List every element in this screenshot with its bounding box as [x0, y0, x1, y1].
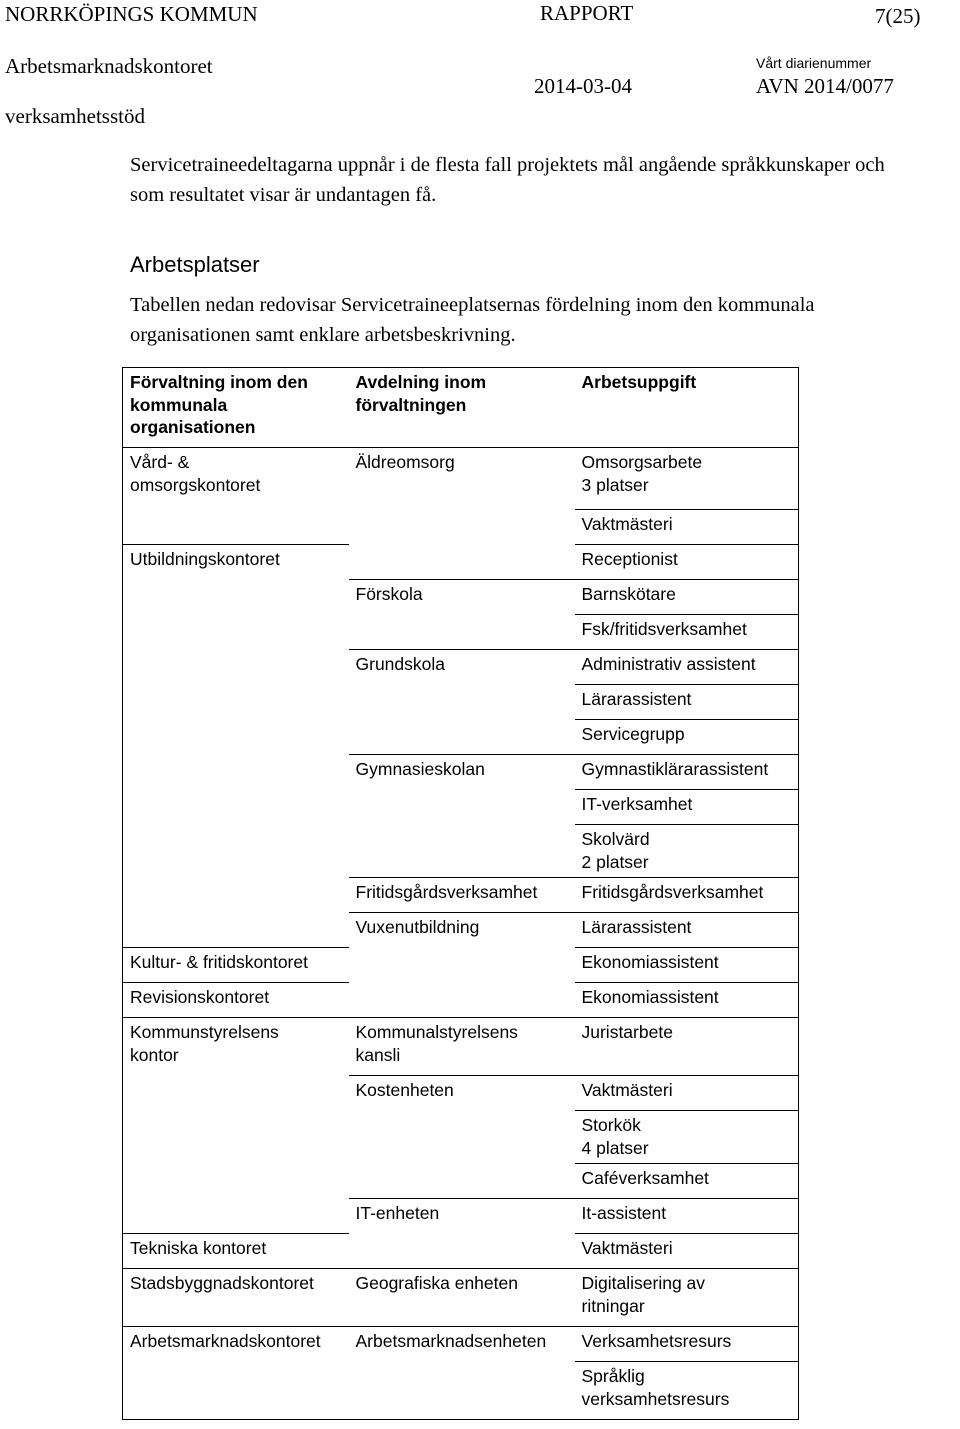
- table-cell: [349, 1234, 575, 1269]
- table-row: [123, 615, 799, 650]
- table-cell: Gymnastiklärarassistent: [575, 755, 799, 790]
- table-cell: Verksamhetsresurs: [575, 1327, 799, 1362]
- table-cell: Kommunalstyrelsens kansli: [349, 1018, 575, 1076]
- report-date: 2014-03-04: [534, 74, 632, 98]
- table-cell: Vuxenutbildning: [355, 917, 480, 938]
- table-cell: Ekonomiassistent: [575, 948, 799, 983]
- table-cell: [123, 1199, 349, 1234]
- table-cell: Caféverksamhet: [575, 1164, 799, 1199]
- department: Arbetsmarknadskontoret: [5, 54, 213, 78]
- table-header-cell: Förvaltning inom den kommunala organisationen: [123, 368, 349, 448]
- table-cell: Arbetsmarknadsenheten: [355, 1331, 547, 1352]
- table-cell: Kultur- & fritidskontoret: [123, 948, 349, 983]
- table-row: [123, 510, 799, 545]
- table-cell: Skolvärd 2 platser: [575, 825, 799, 878]
- table-cell: [123, 1164, 349, 1199]
- table-cell: Fsk/fritidsverksamhet: [575, 615, 799, 650]
- table-row: [123, 948, 799, 983]
- table-cell: Fritidsgårdsverksamhet: [575, 878, 799, 913]
- table-cell: [349, 825, 575, 878]
- page-number: 7(25): [875, 4, 921, 28]
- table-cell: Storkök 4 platser: [575, 1111, 799, 1164]
- table-cell: [123, 825, 349, 878]
- table-header-cell: Arbetsuppgift: [575, 368, 799, 448]
- table-cell: Gymnasieskolan: [355, 759, 485, 779]
- table-cell: Juristarbete: [575, 1018, 799, 1076]
- table-row: [123, 580, 799, 615]
- table-cell: Receptionist: [575, 545, 799, 580]
- table-cell: IT-enheten: [355, 1203, 440, 1224]
- table-row: [123, 720, 799, 755]
- table-cell: [349, 615, 575, 650]
- table-cell: Stadsbyggnadskontoret: [123, 1269, 349, 1327]
- table-row: [123, 1199, 799, 1234]
- table-cell: [123, 685, 349, 720]
- table-cell: Barnskötare: [575, 580, 799, 615]
- table-row: [123, 1018, 799, 1076]
- workplace-table: [122, 367, 799, 1420]
- table-cell: [349, 720, 575, 755]
- table-cell: Revisionskontoret: [123, 983, 349, 1018]
- table-row: [123, 755, 799, 790]
- table-row: [123, 1362, 799, 1420]
- table-cell: Servicegrupp: [575, 720, 799, 755]
- diarie-label: Vårt diarienummer: [756, 55, 872, 71]
- table-row: [123, 1234, 799, 1269]
- table-row: [123, 983, 799, 1018]
- doc-type: RAPPORT: [540, 1, 634, 25]
- workplace-table-body: [123, 368, 799, 1420]
- table-cell: [349, 1362, 575, 1420]
- table-row: [123, 878, 799, 913]
- table-cell: Förskola: [355, 584, 423, 604]
- table-row: [123, 825, 799, 878]
- diarie-number: AVN 2014/0077: [756, 74, 894, 98]
- table-cell: Tekniska kontoret: [123, 1234, 349, 1269]
- table-cell: [123, 1111, 349, 1164]
- section-text: Tabellen nedan redovisar Servicetraineeplatsernas fördelning inom den kommunala organisationen samt enklare arbetsbeskrivning.: [130, 294, 815, 346]
- table-cell: Geografiska enheten: [349, 1269, 575, 1327]
- table-header-row: [123, 368, 799, 448]
- table-cell: [349, 545, 575, 580]
- table-row: [123, 913, 799, 948]
- table-cell: Lärarassistent: [575, 685, 799, 720]
- table-cell: [123, 580, 349, 615]
- table-cell: [349, 510, 575, 545]
- table-cell: Vaktmästeri: [575, 510, 799, 545]
- intro-paragraph: Servicetraineedeltagarna uppnår i de flesta fall projektets mål angående språkkunskaper och som resultatet visar är undantagen få.: [130, 154, 885, 206]
- table-cell: [123, 755, 349, 790]
- table-cell: Språklig verksamhetsresurs: [575, 1362, 799, 1420]
- table-cell: [349, 790, 575, 825]
- table-cell: Ekonomiassistent: [575, 983, 799, 1018]
- table-cell: Fritidsgårdsverksamhet: [349, 878, 575, 913]
- table-cell: [123, 790, 349, 825]
- table-row: [123, 790, 799, 825]
- table-cell: [349, 948, 575, 983]
- table-row: [123, 1111, 799, 1164]
- table-cell: Utbildningskontoret: [123, 545, 349, 580]
- table-cell: Äldreomsorg: [355, 452, 455, 472]
- table-cell: Grundskola: [355, 654, 445, 674]
- table-cell: Lärarassistent: [575, 913, 799, 948]
- table-cell: Digitalisering av ritningar: [575, 1269, 799, 1327]
- table-cell: Arbetsmarknadskontoret: [123, 1327, 349, 1362]
- table-cell: [349, 983, 575, 1018]
- table-cell: Vaktmästeri: [575, 1234, 799, 1269]
- table-row: [123, 1076, 799, 1111]
- table-cell: Kostenheten: [355, 1080, 454, 1101]
- table-row: [123, 1164, 799, 1199]
- section-heading: Arbetsplatser: [130, 252, 260, 277]
- table-cell: Omsorgsarbete 3 platser: [575, 448, 799, 510]
- table-cell: Vård- & omsorgskontoret: [123, 448, 349, 510]
- org-name: NORRKÖPINGS KOMMUN: [5, 2, 258, 26]
- table-cell: Vaktmästeri: [575, 1076, 799, 1111]
- table-cell: [349, 1111, 575, 1164]
- table-cell: Administrativ assistent: [575, 650, 799, 685]
- table-cell: It-assistent: [575, 1199, 799, 1234]
- table-row: [123, 545, 799, 580]
- table-cell: [123, 510, 349, 545]
- table-row: [123, 1327, 799, 1362]
- unit: verksamhetsstöd: [5, 104, 145, 128]
- table-cell: [123, 1076, 349, 1111]
- table-cell: [123, 1362, 349, 1420]
- table-header-cell: Avdelning inom förvaltningen: [349, 368, 575, 448]
- table-row: [123, 1269, 799, 1327]
- table-row: [123, 650, 799, 685]
- table-cell: IT-verksamhet: [575, 790, 799, 825]
- table-row: [123, 685, 799, 720]
- table-cell: [123, 615, 349, 650]
- table-cell: [123, 913, 349, 948]
- table-cell: [123, 650, 349, 685]
- table-cell: [123, 878, 349, 913]
- table-cell: [349, 1164, 575, 1199]
- table-cell: Kommunstyrelsens kontor: [123, 1018, 349, 1076]
- table-cell: [349, 685, 575, 720]
- table-cell: [123, 720, 349, 755]
- table-row: [123, 448, 799, 510]
